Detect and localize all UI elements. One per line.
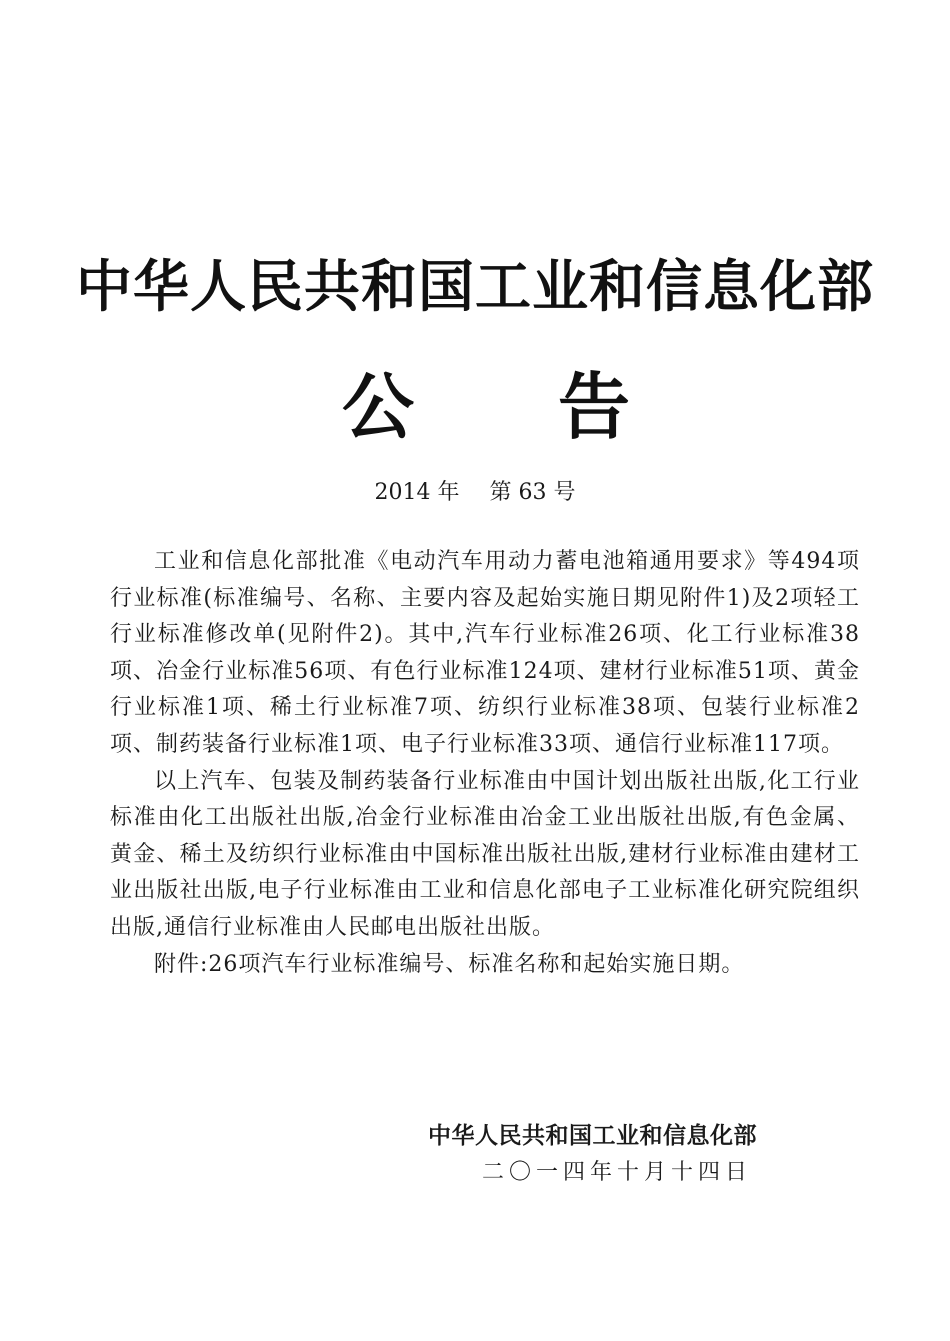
- body-paragraph: 以上汽车、包装及制药装备行业标准由中国计划出版社出版,化工行业标准由化工出版社出版,冶金行业标准由冶金工业出版社出版,有色金属、黄金、稀土及纺织行业标准由中国标准出版社出版,建材行业标准由建材工业出版社出版,电子行业标准由工业和信息化部电子工业标准化研究院组织出版,通信行业标准由人民邮电出版社出版。: [110, 768, 860, 940]
- document-issue-number: 第 63 号: [489, 480, 576, 505]
- document-year: 2014 年: [374, 480, 460, 505]
- signing-date: 二〇一四年十月十四日: [482, 1160, 753, 1185]
- document-type-char: 公: [342, 365, 415, 449]
- signature-block: [428, 1118, 828, 1190]
- attachment-note: 附件:26项汽车行业标准编号、标准名称和起始实施日期。: [154, 951, 745, 977]
- announcement-body: [110, 544, 860, 983]
- document-type-char: 告: [558, 365, 631, 449]
- signing-organization: 中华人民共和国工业和信息化部: [428, 1123, 757, 1149]
- document-number: [0, 478, 950, 508]
- issuer-title: 中华人民共和国工业和信息化部: [76, 255, 874, 320]
- body-paragraph: 工业和信息化部批准《电动汽车用动力蓄电池箱通用要求》等494项行业标准(标准编号、名称、主要内容及起始实施日期见附件1)及2项轻工行业标准修改单(见附件2)。其中,汽车行业标准26项、化工行业标准38项、冶金行业标准56项、有色行业标准124项、建材行业标准51项、黄金行业标准1项、稀土行业标准7项、纺织行业标准38项、包装行业标准2项、制药装备行业标准1项、电子行业标准33项、通信行业标准117项。: [110, 549, 860, 757]
